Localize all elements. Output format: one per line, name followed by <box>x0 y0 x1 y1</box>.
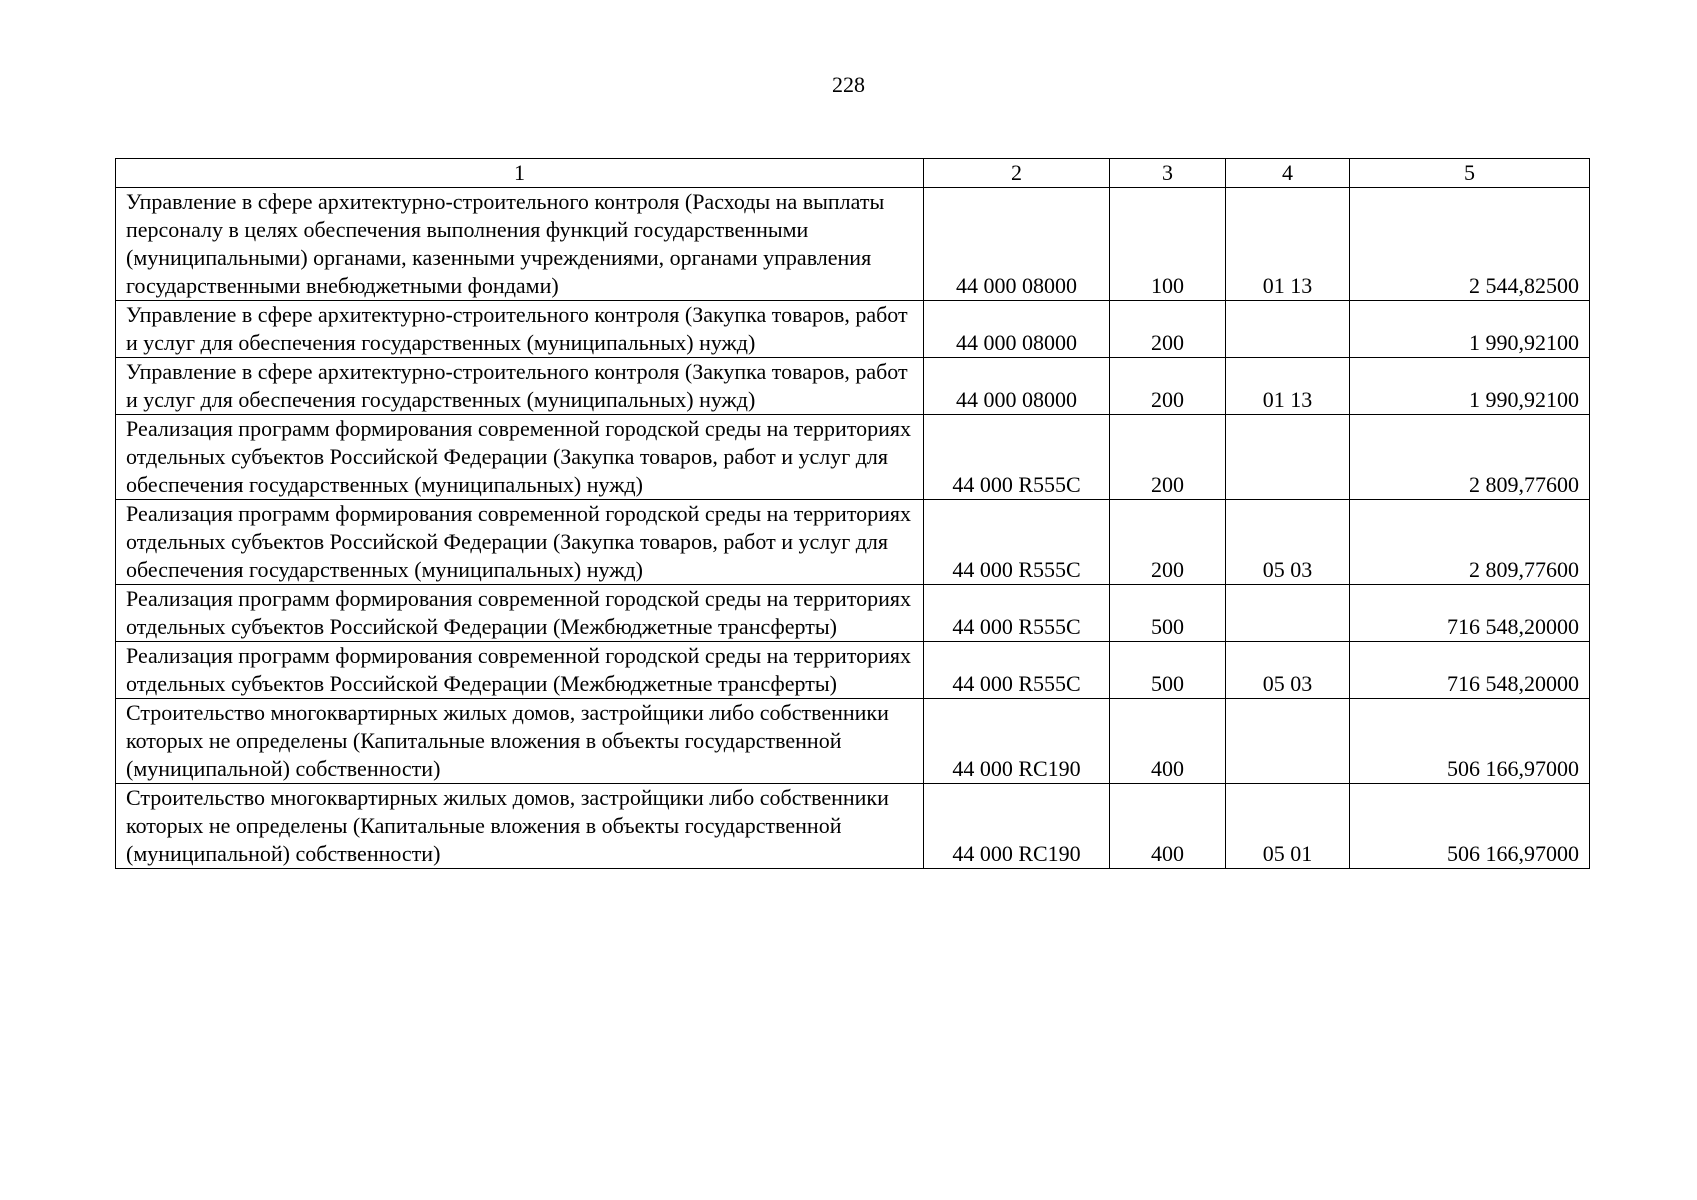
row-section-code <box>1226 585 1350 642</box>
table-row <box>116 188 1590 301</box>
row-expense-type: 500 <box>1110 642 1226 699</box>
table-row <box>116 642 1590 699</box>
header-cell-5: 5 <box>1350 159 1590 188</box>
row-amount: 1 990,92100 <box>1350 358 1590 415</box>
row-section-code <box>1226 415 1350 500</box>
row-expense-type: 200 <box>1110 415 1226 500</box>
row-amount: 2 809,77600 <box>1350 500 1590 585</box>
row-expense-type: 200 <box>1110 301 1226 358</box>
table-body <box>116 188 1590 869</box>
table-row <box>116 500 1590 585</box>
row-amount: 2 809,77600 <box>1350 415 1590 500</box>
row-amount: 506 166,97000 <box>1350 699 1590 784</box>
row-description: Управление в сфере архитектурно-строительного контроля (Закупка товаров, работ и услуг для обеспечения государственных (муниципальных) нужд) <box>116 301 924 358</box>
row-section-code: 01 13 <box>1226 188 1350 301</box>
row-description: Управление в сфере архитектурно-строительного контроля (Расходы на выплаты персоналу в целях обеспечения выполнения функций государственными (муниципальными) органами, казенными учреждениями, органами управления государственными внебюджетными фондами) <box>116 188 924 301</box>
page-number: 228 <box>832 72 865 97</box>
row-description: Реализация программ формирования современной городской среды на территориях отдельных субъектов Российской Федерации (Межбюджетные трансферты) <box>116 642 924 699</box>
header-cell-3: 3 <box>1110 159 1226 188</box>
row-expense-type: 200 <box>1110 500 1226 585</box>
table-row <box>116 699 1590 784</box>
row-target-code: 44 000 RC190 <box>924 699 1110 784</box>
row-description: Управление в сфере архитектурно-строительного контроля (Закупка товаров, работ и услуг для обеспечения государственных (муниципальных) нужд) <box>116 358 924 415</box>
row-expense-type: 200 <box>1110 358 1226 415</box>
row-amount: 506 166,97000 <box>1350 784 1590 869</box>
row-section-code <box>1226 699 1350 784</box>
row-expense-type: 500 <box>1110 585 1226 642</box>
row-target-code: 44 000 08000 <box>924 188 1110 301</box>
header-cell-1: 1 <box>116 159 924 188</box>
row-target-code: 44 000 RC190 <box>924 784 1110 869</box>
header-cell-2: 2 <box>924 159 1110 188</box>
row-description: Строительство многоквартирных жилых домов, застройщики либо собственники которых не определены (Капитальные вложения в объекты государственной (муниципальной) собственности) <box>116 784 924 869</box>
table-row <box>116 784 1590 869</box>
row-description: Реализация программ формирования современной городской среды на территориях отдельных субъектов Российской Федерации (Межбюджетные трансферты) <box>116 585 924 642</box>
row-section-code: 05 03 <box>1226 500 1350 585</box>
row-expense-type: 400 <box>1110 699 1226 784</box>
table-row <box>116 301 1590 358</box>
row-description: Строительство многоквартирных жилых домов, застройщики либо собственники которых не определены (Капитальные вложения в объекты государственной (муниципальной) собственности) <box>116 699 924 784</box>
row-target-code: 44 000 R555C <box>924 642 1110 699</box>
table-row <box>116 585 1590 642</box>
row-target-code: 44 000 08000 <box>924 301 1110 358</box>
row-target-code: 44 000 R555C <box>924 500 1110 585</box>
row-expense-type: 400 <box>1110 784 1226 869</box>
row-amount: 716 548,20000 <box>1350 642 1590 699</box>
row-section-code <box>1226 301 1350 358</box>
row-amount: 2 544,82500 <box>1350 188 1590 301</box>
row-amount: 1 990,92100 <box>1350 301 1590 358</box>
header-row <box>116 159 1590 188</box>
row-expense-type: 100 <box>1110 188 1226 301</box>
header-cell-4: 4 <box>1226 159 1350 188</box>
row-target-code: 44 000 R555C <box>924 585 1110 642</box>
row-target-code: 44 000 R555C <box>924 415 1110 500</box>
row-description: Реализация программ формирования современной городской среды на территориях отдельных субъектов Российской Федерации (Закупка товаров, работ и услуг для обеспечения государственных (муниципальных) нужд) <box>116 500 924 585</box>
row-description: Реализация программ формирования современной городской среды на территориях отдельных субъектов Российской Федерации (Закупка товаров, работ и услуг для обеспечения государственных (муниципальных) нужд) <box>116 415 924 500</box>
row-section-code: 01 13 <box>1226 358 1350 415</box>
budget-table <box>115 158 1590 869</box>
row-section-code: 05 03 <box>1226 642 1350 699</box>
table-row <box>116 415 1590 500</box>
row-section-code: 05 01 <box>1226 784 1350 869</box>
row-target-code: 44 000 08000 <box>924 358 1110 415</box>
table-row <box>116 358 1590 415</box>
row-amount: 716 548,20000 <box>1350 585 1590 642</box>
